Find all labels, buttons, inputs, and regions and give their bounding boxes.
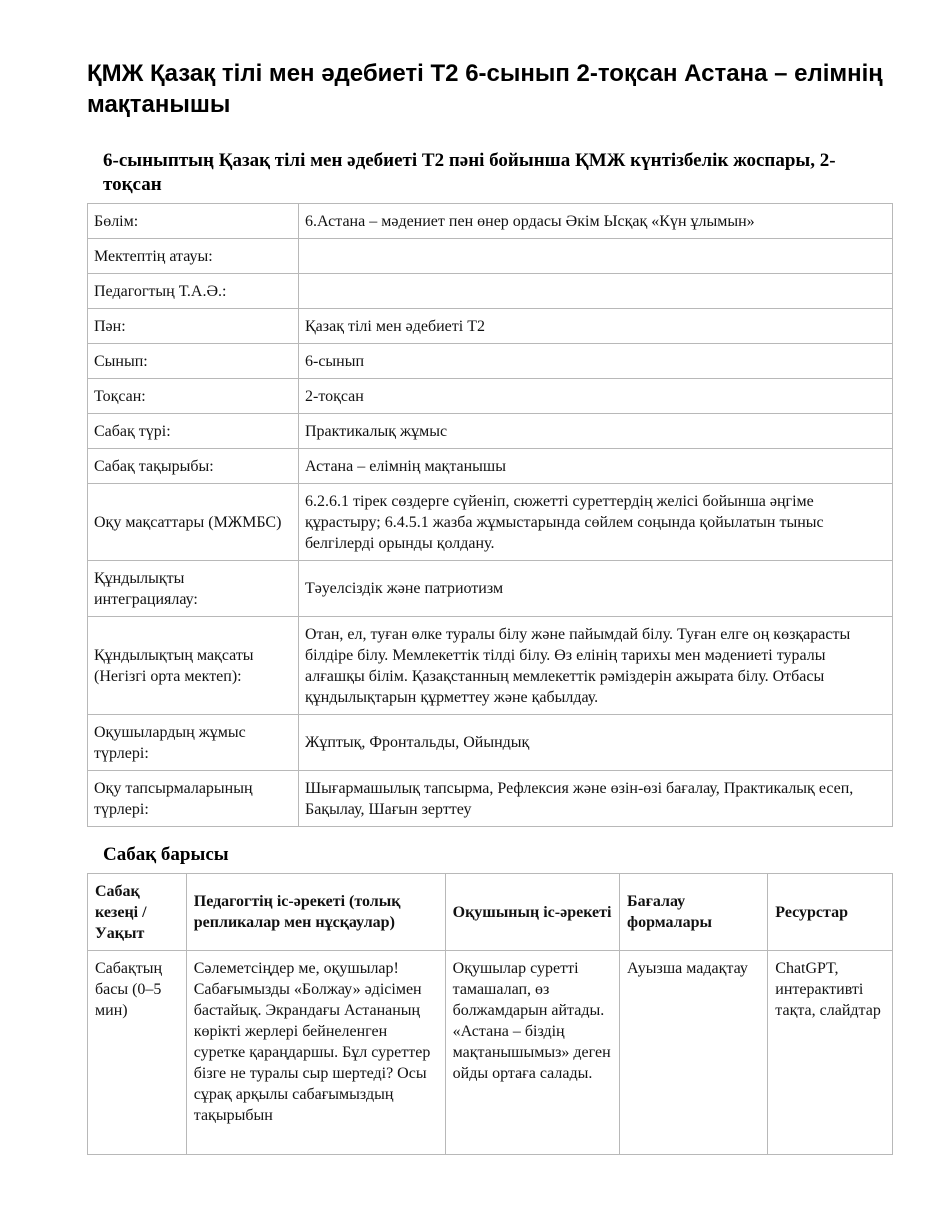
info-label: Оқу тапсырмаларының түрлері: [88, 771, 299, 827]
info-label: Құндылықты интеграциялау: [88, 561, 299, 617]
info-label: Педагогтың Т.А.Ә.: [88, 274, 299, 309]
info-value: Астана – елімнің мақтанышы [299, 449, 893, 484]
info-table [87, 203, 893, 827]
info-row-quarter [88, 379, 893, 414]
info-label: Оқушылардың жұмыс түрлері: [88, 715, 299, 771]
info-row-lesson-type [88, 414, 893, 449]
info-value [299, 274, 893, 309]
info-value [299, 239, 893, 274]
info-value: Тәуелсіздік және патриотизм [299, 561, 893, 617]
info-row-value-goal [88, 617, 893, 715]
lesson-table [87, 873, 893, 1155]
info-value: Отан, ел, туған өлке туралы білу және пайымдай білу. Туған елге оң көзқарасты білдіре білу. Мемлекеттік тілді білу. Өз елінің тарихы мен мәдениеті туралы алғашқы білім. Қазақстанның мемлекеттік рәміздерін ажырата білу. Отбасы құндылықтарын құрметтеу және қабылдау. [299, 617, 893, 715]
lesson-header-row [88, 874, 893, 951]
info-row-task-types [88, 771, 893, 827]
info-value: 2-тоқсан [299, 379, 893, 414]
resources-cell: ChatGPT, интерактивті тақта, слайдтар [768, 951, 893, 1155]
assessment-cell: Ауызша мадақтау [620, 951, 768, 1155]
info-label: Құндылықтың мақсаты (Негізгі орта мектеп): [88, 617, 299, 715]
info-value: Шығармашылық тапсырма, Рефлексия және өзін-өзі бағалау, Практикалық есеп, Бақылау, Шағын зерттеу [299, 771, 893, 827]
table-row [88, 951, 893, 1155]
info-label: Тоқсан: [88, 379, 299, 414]
info-value: Жұптық, Фронтальды, Ойындық [299, 715, 893, 771]
student-activity-cell: Оқушылар суретті тамашалап, өз болжамдарын айтады. «Астана – біздің мақтанышымыз» деген ойды ортаға салады. [445, 951, 619, 1155]
info-label: Мектептің атауы: [88, 239, 299, 274]
info-label: Сабақ тақырыбы: [88, 449, 299, 484]
info-value: 6.2.6.1 тірек сөздерге сүйеніп, сюжетті суреттердің желісі бойынша әңгіме құрастыру; 6.4.5.1 жазба жұмыстарында сөйлем соңында қойылатын тыныс белгілерді орынды қолдану. [299, 484, 893, 561]
info-row-teacher [88, 274, 893, 309]
header-stage-time: Сабақ кезеңі / Уақыт [88, 874, 187, 951]
header-assessment: Бағалау формалары [620, 874, 768, 951]
info-row-school [88, 239, 893, 274]
info-row-objectives [88, 484, 893, 561]
info-value: Практикалық жұмыс [299, 414, 893, 449]
info-row-work-types [88, 715, 893, 771]
info-label: Пән: [88, 309, 299, 344]
info-row-subject [88, 309, 893, 344]
info-row-value-integration [88, 561, 893, 617]
teacher-activity-cell: Сәлеметсіңдер ме, оқушылар! Сабағымызды «Болжау» әдісімен бастайық. Экрандағы Астананың көрікті жерлері бейнеленген суретке қараңдаршы. Бұл суреттер бізге не туралы сыр шертеді? Осы сұрақ арқылы сабағымыздың тақырыбын [186, 951, 445, 1155]
info-label: Сабақ түрі: [88, 414, 299, 449]
header-student-activity: Оқушының іс-әрекеті [445, 874, 619, 951]
info-label: Оқу мақсаттары (МЖМБС) [88, 484, 299, 561]
info-row-section [88, 204, 893, 239]
stage-time-cell: Сабақтың басы (0–5 мин) [88, 951, 187, 1155]
page-title: ҚМЖ Қазақ тілі мен әдебиеті Т2 6-сынып 2-тоқсан Астана – елімнің мақтанышы [87, 60, 883, 118]
info-row-lesson-topic [88, 449, 893, 484]
info-row-grade [88, 344, 893, 379]
info-label: Бөлім: [88, 204, 299, 239]
lesson-heading: Сабақ барысы [103, 844, 229, 865]
info-value: Қазақ тілі мен әдебиеті Т2 [299, 309, 893, 344]
info-label: Сынып: [88, 344, 299, 379]
header-teacher-activity: Педагогтің іс-әрекеті (толық репликалар мен нұсқаулар) [186, 874, 445, 951]
info-value: 6-сынып [299, 344, 893, 379]
plan-heading: 6-сыныптың Қазақ тілі мен әдебиеті Т2 пәні бойынша ҚМЖ күнтізбелік жоспары, 2-тоқсан [103, 150, 836, 195]
header-resources: Ресурстар [768, 874, 893, 951]
info-value: 6.Астана – мәдениет пен өнер ордасы Әкім Ысқақ «Күн ұлымын» [299, 204, 893, 239]
